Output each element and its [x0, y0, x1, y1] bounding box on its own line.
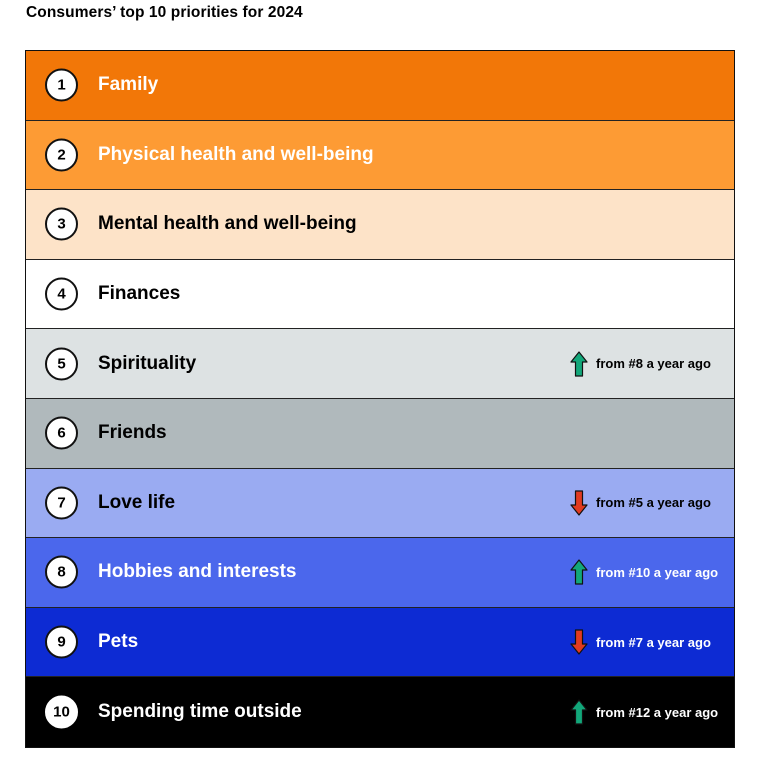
page-title: Consumers’ top 10 priorities for 2024 [26, 4, 303, 21]
rank-badge: 6 [45, 417, 78, 450]
priority-label: Mental health and well-being [98, 213, 357, 235]
rank-badge: 3 [45, 208, 78, 241]
rank-change [570, 629, 711, 655]
priority-label: Pets [98, 631, 139, 653]
rank-change [570, 351, 711, 377]
priority-label: Friends [98, 422, 167, 444]
priority-label: Finances [98, 283, 181, 305]
rank-change-text: from #12 a year ago [596, 704, 719, 720]
priority-label: Hobbies and interests [98, 561, 297, 583]
rank-badge: 5 [45, 347, 78, 380]
rank-change-text: from #10 a year ago [596, 564, 719, 580]
rank-change-text: from #7 a year ago [596, 634, 711, 650]
priority-row [26, 121, 734, 191]
priority-row [26, 677, 734, 747]
priority-row [26, 608, 734, 678]
priority-row [26, 399, 734, 469]
priority-label: Family [98, 74, 159, 96]
rank-change-text: from #8 a year ago [596, 356, 711, 372]
priority-row [26, 329, 734, 399]
rank-badge: 10 [45, 696, 78, 729]
rank-change-text: from #5 a year ago [596, 495, 711, 511]
rank-badge: 9 [45, 626, 78, 659]
priority-row [26, 260, 734, 330]
arrow-up-icon [570, 699, 588, 725]
priority-row [26, 51, 734, 121]
priority-row [26, 538, 734, 608]
priority-label: Physical health and well-being [98, 143, 374, 165]
rank-badge: 2 [45, 138, 78, 171]
rank-badge: 1 [45, 69, 78, 102]
priority-list [25, 50, 735, 748]
priority-label: Spirituality [98, 352, 197, 374]
priority-label: Love life [98, 491, 176, 513]
rank-change [570, 559, 718, 585]
rank-change [570, 699, 718, 725]
rank-change [570, 490, 711, 516]
priority-label: Spending time outside [98, 701, 302, 723]
priority-row [26, 190, 734, 260]
priority-row [26, 469, 734, 539]
rank-badge: 7 [45, 486, 78, 519]
rank-badge: 4 [45, 278, 78, 311]
rank-badge: 8 [45, 556, 78, 589]
arrow-up-icon [570, 351, 588, 377]
arrow-down-icon [570, 490, 588, 516]
arrow-up-icon [570, 559, 588, 585]
arrow-down-icon [570, 629, 588, 655]
